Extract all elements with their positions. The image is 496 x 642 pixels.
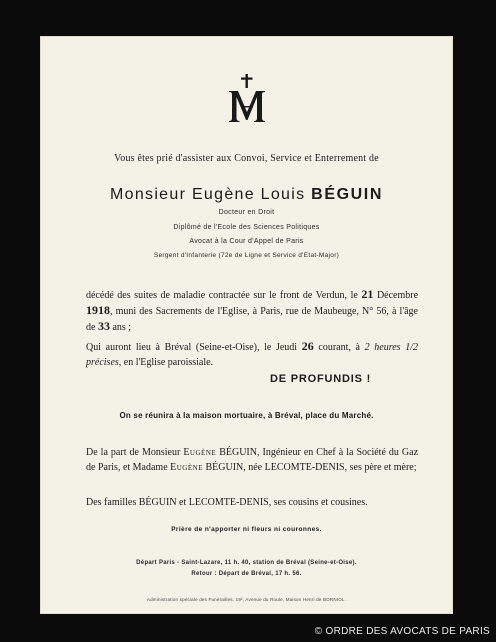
return-line: Retour : Départ de Bréval, 17 h. 56. xyxy=(191,571,302,577)
title-line-1: Docteur en Droit xyxy=(218,209,275,216)
de-profundis: DE PROFUNDIS ! xyxy=(270,373,372,385)
marian-monogram-icon xyxy=(40,74,453,126)
death-year: 1918 xyxy=(86,303,110,317)
copyright-watermark: © ORDRE DES AVOCATS DE PARIS xyxy=(314,626,490,637)
title-line-4: Sergent d'Infanterie (72e de Ligne et Service d'Etat-Major) xyxy=(153,252,340,259)
gathering-place: On se réunira à la maison mortuaire, à Bréval, place du Marché. xyxy=(119,411,374,420)
family-paragraph: De la part de Monsieur Eugène BÉGUIN, Ingénieur en Chef à la Société du Gaz de Paris, et Madame Eugène BÉGUIN, née LECOMTE-DENIS, ses père et mère; xyxy=(86,447,419,473)
funeral-administration: Administration spéciale des Funérailles, 19², Avenue du Roule, Maison Henri de BORNIOL. xyxy=(146,597,347,602)
service-day: 26 xyxy=(301,339,314,353)
funeral-notice-card xyxy=(40,36,453,614)
service-paragraph: Qui auront lieu à Bréval (Seine-et-Oise), le Jeudi 26 courant, à 2 heures 1/2 précises, en l'Eglise paroissiale. xyxy=(86,339,419,368)
death-day: 21 xyxy=(361,287,374,301)
death-paragraph: décédé des suites de maladie contractée sur le front de Verdun, le 21 Décembre 1918, muni des Sacrements de l'Eglise, à Paris, rue de Maubeuge, N° 56, à l'âge de 33 ans ; xyxy=(86,287,419,333)
age: 33 xyxy=(97,319,110,333)
name-prefix: Monsieur Eugène Louis xyxy=(110,186,306,203)
title-line-2: Diplômé de l'Ecole des Sciences Politiques xyxy=(173,224,320,231)
invitation-line: Vous êtes prié d'assister aux Convoi, Service et Enterrement de xyxy=(114,153,379,164)
relatives-paragraph: Des familles BÉGUIN et LECOMTE-DENIS, ses cousins et cousines. xyxy=(86,497,368,508)
service-time: 2 heures 1/2 précises xyxy=(86,342,419,368)
name-surname: BÉGUIN xyxy=(311,186,383,203)
deceased-name xyxy=(40,186,453,204)
no-flowers-note: Prière de n'apporter ni fleurs ni couronnes. xyxy=(171,526,322,533)
title-line-3: Avocat à la Cour d'Appel de Paris xyxy=(189,238,304,245)
departure-line: Départ Paris - Saint-Lazare, 11 h. 40, station de Bréval (Seine-et-Oise). xyxy=(136,560,357,566)
